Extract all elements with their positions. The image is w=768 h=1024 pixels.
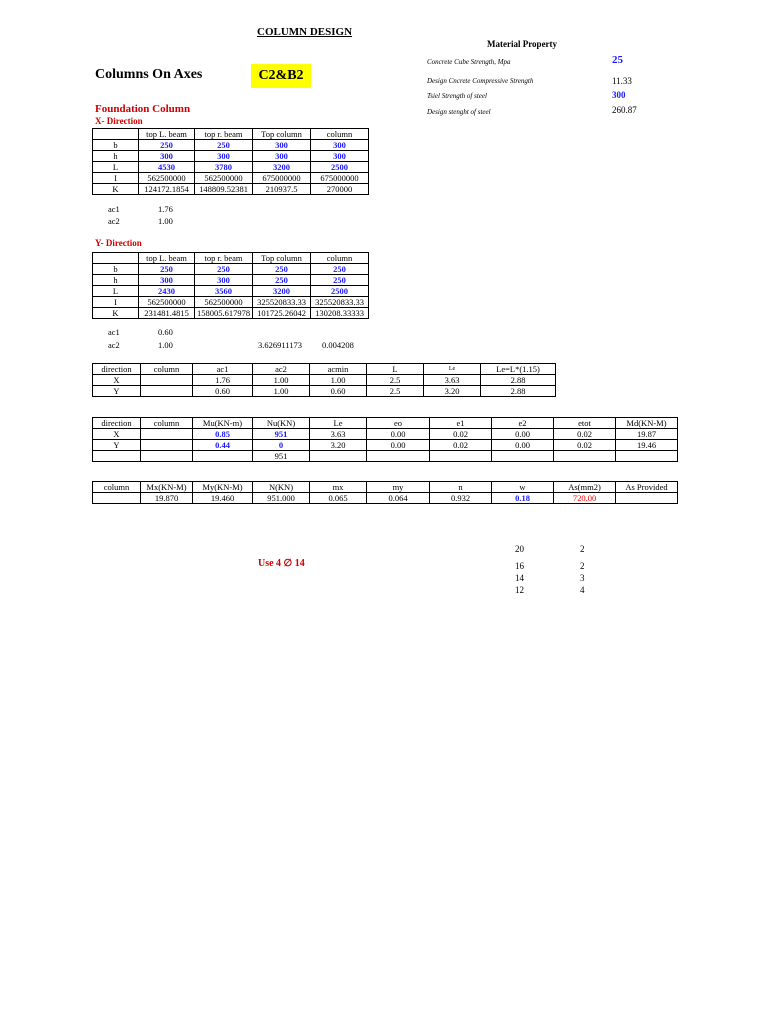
table-cell: 951.000 [253,493,310,504]
table-cell [141,386,193,397]
bar-diameter: 12 [515,585,524,595]
header-cell: Mu(KN-m) [193,418,253,429]
table-cell: 1.00 [253,386,310,397]
table-cell: 0.02 [554,440,616,451]
header-cell: column [311,253,369,264]
table-cell: I [93,297,139,308]
table-cell: 2500 [311,162,369,173]
bar-count: 4 [580,585,585,595]
y-ac1-label: ac1 [108,327,120,337]
table-cell: 1.76 [193,375,253,386]
header-cell: Le [310,418,367,429]
table-row [93,451,678,462]
table-cell: 250 [195,140,253,151]
table-cell: 0.00 [367,440,430,451]
table-cell [93,493,141,504]
columns-on-axes-label: Columns On Axes [95,67,203,82]
table-row [93,493,678,504]
table-row [93,275,369,286]
bar-count: 3 [580,573,585,583]
design-table [92,481,678,504]
table-cell: 19.87 [616,429,678,440]
table-cell: 1.00 [310,375,367,386]
table-cell: 2500 [311,286,369,297]
table-cell: 562500000 [195,173,253,184]
material-value-compressive: 11.33 [612,76,632,86]
table-cell: 1.00 [253,375,310,386]
header-cell [93,129,139,140]
table-cell: 124172.1854 [139,184,195,195]
table-cell: 250 [139,140,195,151]
table-header-row [93,418,678,429]
foundation-column-heading: Foundation Column [95,103,191,115]
table-row [93,140,369,151]
x-direction-table [92,128,369,195]
header-cell: ac2 [253,364,310,375]
table-cell: 300 [195,275,253,286]
table-cell: 562500000 [195,297,253,308]
reinforcement-result: Use 4 ∅ 14 [258,558,305,569]
table-cell: 19.870 [141,493,193,504]
page-title: COLUMN DESIGN [257,26,353,38]
header-cell: As Provided [616,482,678,493]
table-cell: 19.46 [616,440,678,451]
table-cell: b [93,264,139,275]
header-cell: Le=L*(1.15) [481,364,556,375]
table-cell [554,451,616,462]
effective-length-table [92,363,556,397]
y-extra-value-1: 3.626911173 [258,340,302,350]
table-cell [310,451,367,462]
table-cell: 270000 [311,184,369,195]
table-cell: L [93,162,139,173]
table-cell: 3.20 [310,440,367,451]
table-cell: 0.932 [430,493,492,504]
header-cell: As(mm2) [554,482,616,493]
header-cell: Le [424,364,481,375]
x-direction-heading: X- Direction [95,116,143,126]
table-cell: 2.88 [481,386,556,397]
table-cell: 2.5 [367,375,424,386]
header-cell: column [141,418,193,429]
material-value-cube-strength: 25 [612,54,623,66]
table-cell: 4530 [139,162,195,173]
material-value-steel-design: 260.87 [612,105,637,115]
y-ac2-label: ac2 [108,340,120,350]
header-cell: Top column [253,253,311,264]
header-cell: top L. beam [139,129,195,140]
table-cell: 0.85 [193,429,253,440]
table-cell: Y [93,440,141,451]
header-cell: Top column [253,129,311,140]
material-value-steel-strength: 300 [612,90,626,100]
table-cell: 3200 [253,286,311,297]
moment-table [92,417,678,462]
table-cell [492,451,554,462]
y-direction-table [92,252,369,319]
bar-diameter: 20 [515,544,524,554]
table-cell: 0.02 [430,440,492,451]
table-cell: K [93,184,139,195]
table-cell: 3560 [195,286,253,297]
table-cell: 720.00 [554,493,616,504]
table-cell: 250 [195,264,253,275]
table-cell [616,451,678,462]
table-cell: 951 [253,451,310,462]
header-cell: etot [554,418,616,429]
table-cell [430,451,492,462]
table-cell: 300 [139,275,195,286]
table-cell [616,493,678,504]
table-cell: 0.60 [193,386,253,397]
y-extra-value-2: 0.004208 [322,340,354,350]
axes-code-badge: C2&B2 [251,64,311,88]
table-cell: 250 [311,264,369,275]
header-cell: Md(KN-M) [616,418,678,429]
table-row [93,440,678,451]
table-cell [141,375,193,386]
table-header-row [93,129,369,140]
header-cell: Mx(KN-M) [141,482,193,493]
table-cell: 0.02 [430,429,492,440]
table-cell: 0.00 [367,429,430,440]
table-cell: 250 [253,275,311,286]
table-row [93,151,369,162]
table-cell: 210937.5 [253,184,311,195]
bar-count: 2 [580,561,585,571]
header-cell: column [141,364,193,375]
header-cell: e2 [492,418,554,429]
table-cell: 0.064 [367,493,430,504]
material-label-compressive: Design Cncrete Compressive Strength [427,77,534,85]
header-cell: top L. beam [139,253,195,264]
table-cell: 562500000 [139,297,195,308]
header-cell: ac1 [193,364,253,375]
table-cell: 300 [311,140,369,151]
table-row [93,162,369,173]
table-cell: 3780 [195,162,253,173]
header-cell: top r. beam [195,253,253,264]
header-cell: eo [367,418,430,429]
header-cell: N(KN) [253,482,310,493]
table-cell: 2.88 [481,375,556,386]
table-cell: 300 [195,151,253,162]
table-cell [193,451,253,462]
header-cell: e1 [430,418,492,429]
table-cell: 158005.617978 [195,308,253,319]
table-cell: 250 [311,275,369,286]
x-ac1-label: ac1 [108,204,120,214]
y-ac2-value: 1.00 [158,340,173,350]
table-cell: 3200 [253,162,311,173]
table-cell: 231481.4815 [139,308,195,319]
header-cell: top r. beam [195,129,253,140]
material-label-steel-design: Design stenght of steel [427,108,491,116]
table-cell: 250 [253,264,311,275]
table-row [93,386,556,397]
bar-diameter: 16 [515,561,524,571]
x-ac2-value: 1.00 [158,216,173,226]
table-cell: 0.60 [310,386,367,397]
table-cell: h [93,151,139,162]
table-cell: 0 [253,440,310,451]
table-cell: 250 [139,264,195,275]
table-cell: 130208.33333 [311,308,369,319]
table-cell: 0.065 [310,493,367,504]
header-cell: my [367,482,430,493]
table-cell: h [93,275,139,286]
table-row [93,375,556,386]
header-cell: Nu(KN) [253,418,310,429]
table-row [93,264,369,275]
table-cell: K [93,308,139,319]
header-cell [93,253,139,264]
table-cell: 0.00 [492,429,554,440]
header-cell: direction [93,418,141,429]
y-ac1-value: 0.60 [158,327,173,337]
table-cell: 562500000 [139,173,195,184]
table-cell: 148809.52381 [195,184,253,195]
table-cell: 325520833.33 [253,297,311,308]
header-cell: column [93,482,141,493]
table-cell: 300 [139,151,195,162]
material-title: Material Property [487,39,558,49]
table-row [93,297,369,308]
table-header-row [93,364,556,375]
header-cell: column [311,129,369,140]
y-direction-heading: Y- Direction [95,238,142,248]
material-label-cube-strength: Concrete Cube Strength, Mpa [427,58,511,66]
table-cell: 2.5 [367,386,424,397]
table-cell: 0.18 [492,493,554,504]
bar-count: 2 [580,544,585,554]
x-ac2-label: ac2 [108,216,120,226]
header-cell: n [430,482,492,493]
table-cell: 3.63 [424,375,481,386]
table-cell: 300 [253,151,311,162]
header-cell: direction [93,364,141,375]
table-row [93,184,369,195]
table-cell: 101725.26042 [253,308,311,319]
bar-diameter: 14 [515,573,524,583]
header-cell: w [492,482,554,493]
table-cell: 300 [253,140,311,151]
table-cell: 675000000 [253,173,311,184]
table-header-row [93,482,678,493]
table-cell [367,451,430,462]
table-cell: 951 [253,429,310,440]
header-cell: mx [310,482,367,493]
table-cell: 300 [311,151,369,162]
table-cell: 0.00 [492,440,554,451]
header-cell: acmin [310,364,367,375]
table-cell: 19.460 [193,493,253,504]
header-cell: L [367,364,424,375]
table-row [93,429,678,440]
table-row [93,308,369,319]
table-header-row [93,253,369,264]
table-cell: X [93,429,141,440]
material-label-steel-strength: Tsiel Strength of steel [427,92,487,100]
table-cell: 325520833.33 [311,297,369,308]
table-cell [141,451,193,462]
table-cell: 2430 [139,286,195,297]
header-cell: My(KN-M) [193,482,253,493]
table-cell: 0.44 [193,440,253,451]
table-cell: 675000000 [311,173,369,184]
table-cell [93,451,141,462]
table-cell: X [93,375,141,386]
table-cell: Y [93,386,141,397]
table-cell: 3.20 [424,386,481,397]
table-cell: 3.63 [310,429,367,440]
table-row [93,173,369,184]
table-cell: 0.02 [554,429,616,440]
table-cell: L [93,286,139,297]
table-cell [141,440,193,451]
table-row [93,286,369,297]
x-ac1-value: 1.76 [158,204,173,214]
table-cell: b [93,140,139,151]
table-cell [141,429,193,440]
table-cell: I [93,173,139,184]
